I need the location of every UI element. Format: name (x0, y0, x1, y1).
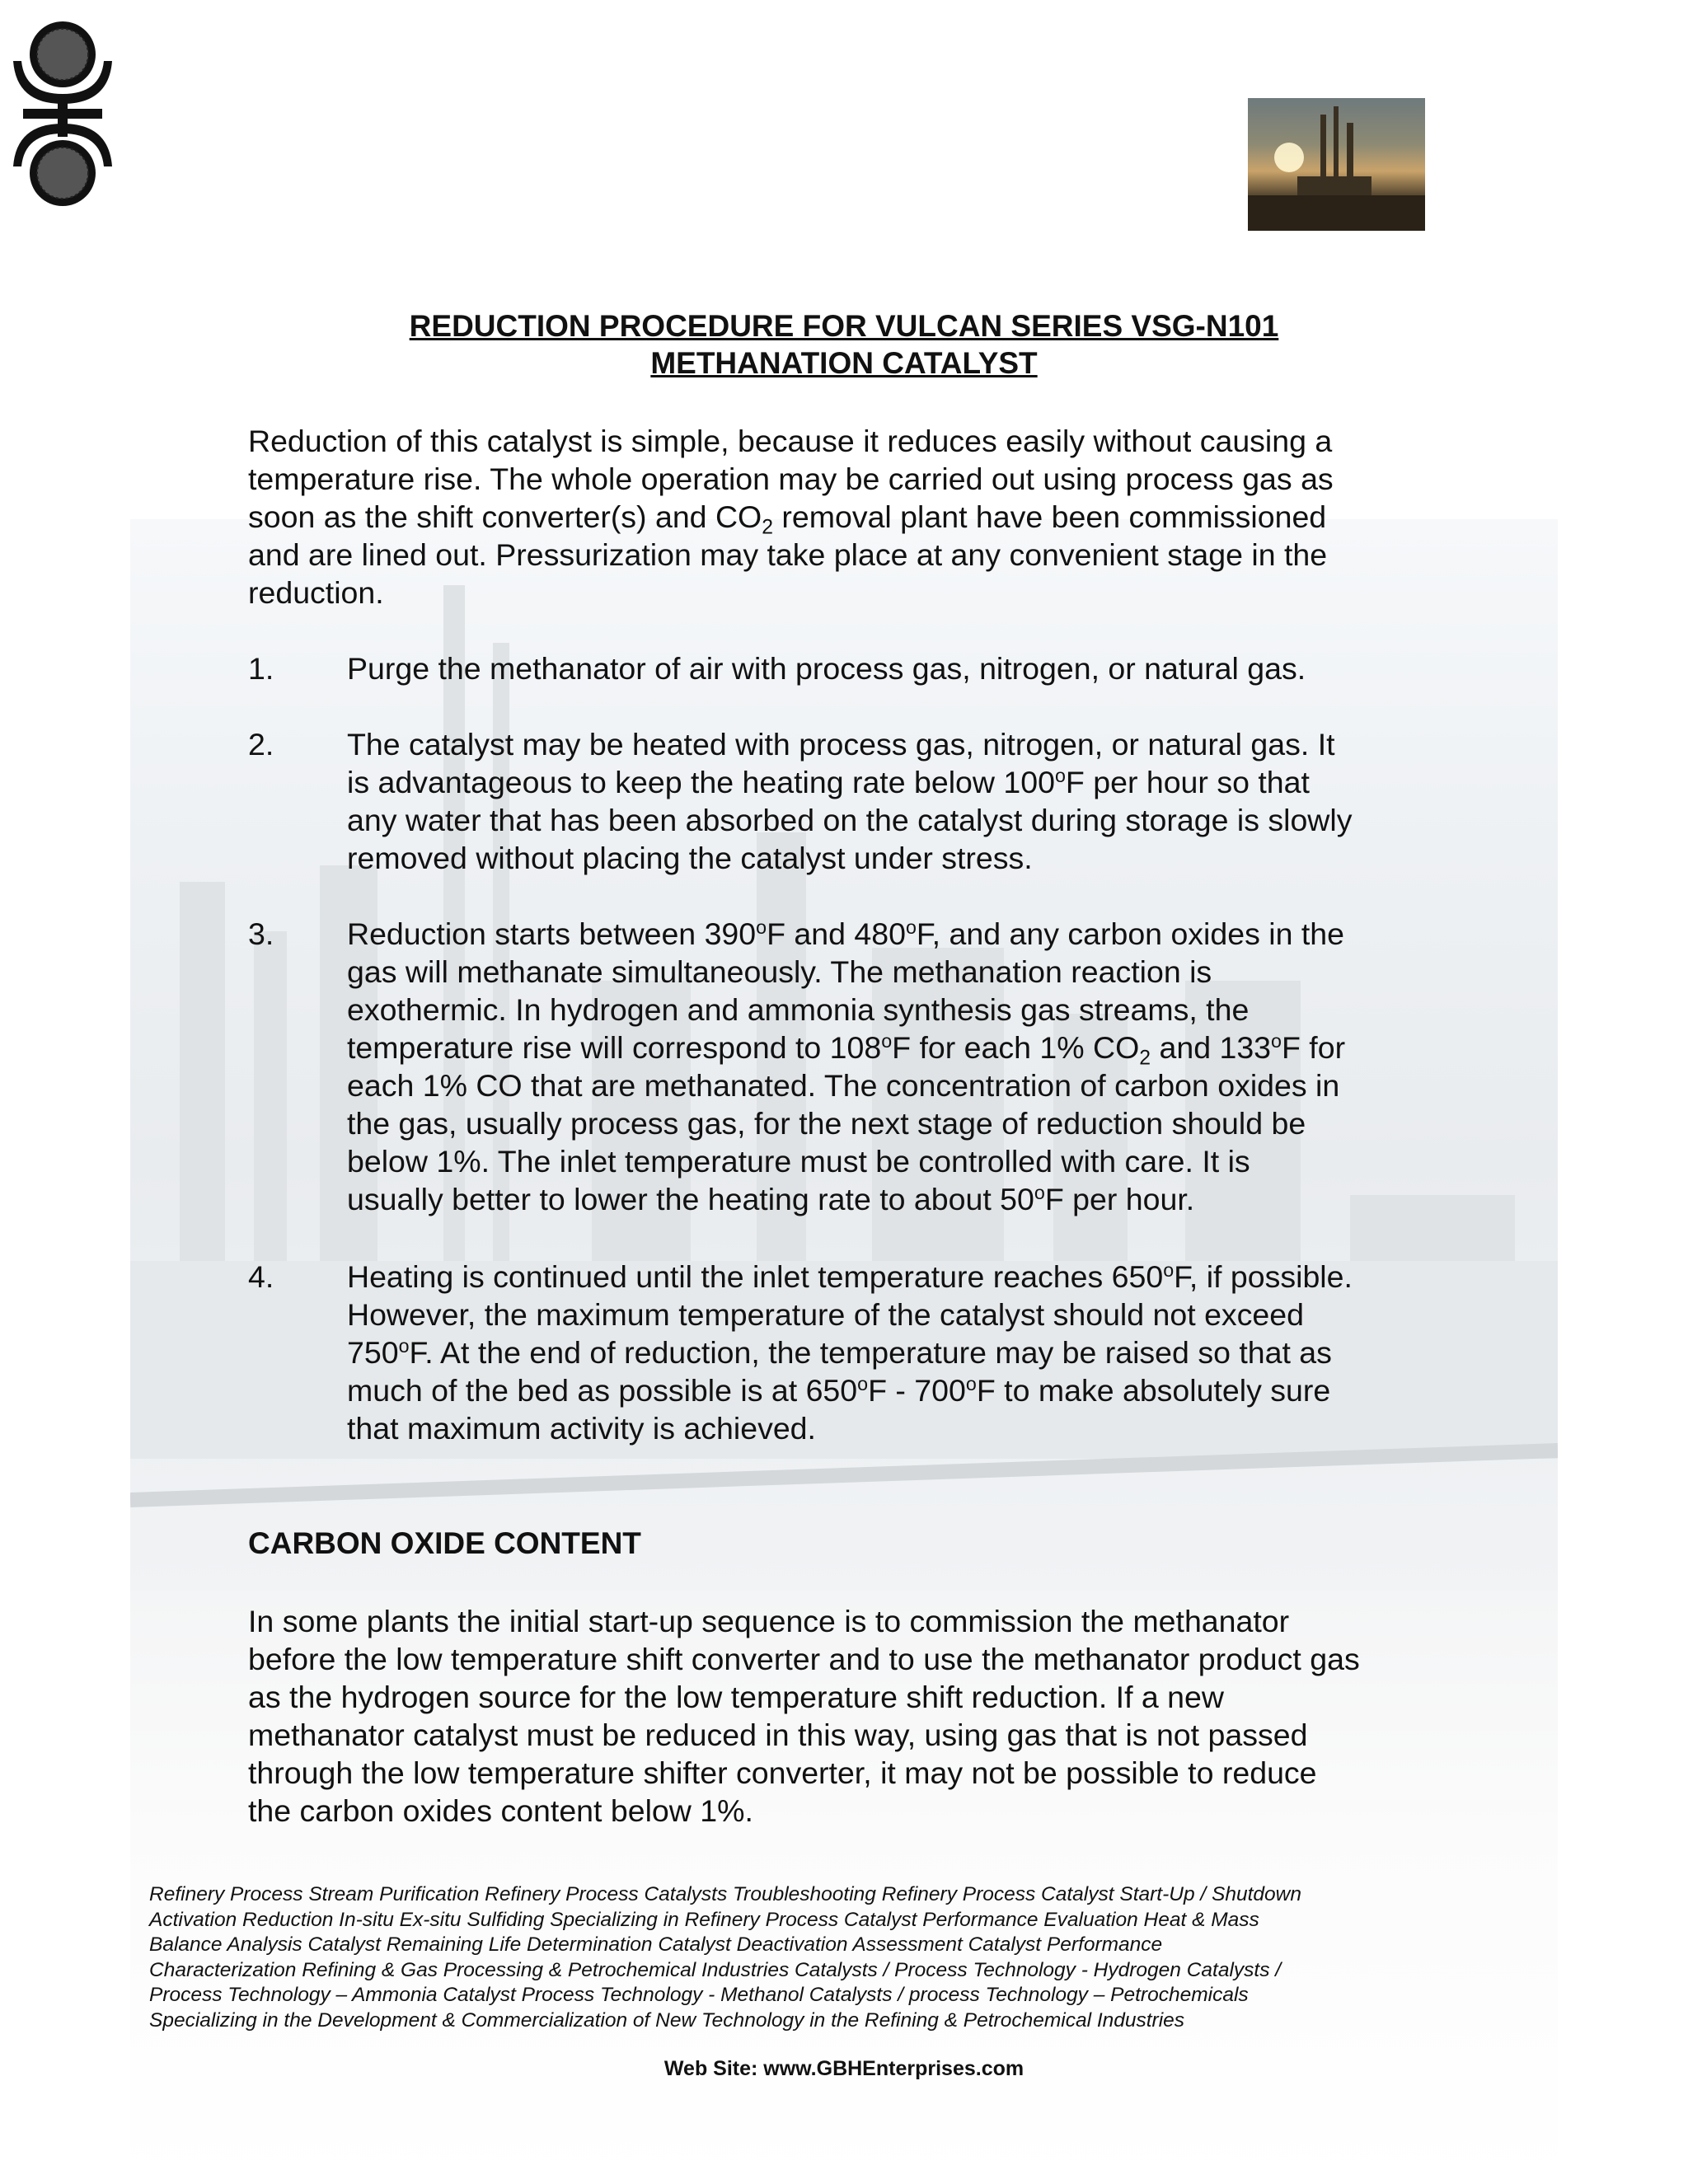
section-heading-carbon-oxide: CARBON OXIDE CONTENT (248, 1526, 641, 1560)
refinery-sunset-photo (1248, 98, 1425, 231)
step-2-number: 2. (248, 727, 274, 762)
footer-line: Characterization Refining & Gas Processing & Petrochemical Industries Catalysts / Process Technology - Hydrogen Catalysts / (149, 1959, 1282, 1981)
footer-line: Specializing in the Development & Commercialization of New Technology in the Refining & Petrochemical Industries (149, 2009, 1185, 2032)
step-3-text: Reduction starts between 390$^o$F and 480$^o$F, and any carbon oxides in the gas will methanate simultaneously. The methanation reaction is exothermic. In hydrogen and ammonia synthesis gas streams, the temperature rise will correspond to 108$^o$F for each 1% $CO_2$ and 133$^o$F for each 1% CO that are methanated. The concentration of carbon oxides in the gas, usually process gas, for the next stage of reduction should be below 1%. The inlet temperature must be controlled with care. It is usually better to lower the heating rate to about 50$^o$F per hour. (347, 916, 1346, 1216)
step-2-text: The catalyst may be heated with process gas, nitrogen, or natural gas. It is advantageous to keep the heating rate below 100$^o$F per hour so that any water that has been absorbed on the catalyst during storage is slowly removed without placing the catalyst under stress. (347, 727, 1353, 875)
photo-silhouette (1248, 98, 1425, 231)
step-3-number: 3. (248, 916, 274, 951)
intro-line: Reduction of this catalyst is simple, because it reduces easily without causing a (248, 424, 1333, 458)
intro-line: temperature rise. The whole operation may be carried out using process gas as (248, 462, 1334, 496)
footer-line: Balance Analysis Catalyst Remaining Life Determination Catalyst Deactivation Assessment Catalyst Performance (149, 1933, 1163, 1956)
intro-line: soon as the shift converter(s) and $CO_2$ removal plant have been commissioned (248, 499, 1327, 539)
website-link[interactable]: Web Site: www.GBHEnterprises.com (663, 2057, 1025, 2080)
company-logo (7, 12, 119, 216)
intro-paragraph (248, 422, 1451, 612)
step-4-number: 4. (248, 1259, 274, 1294)
intro-line: reduction. (248, 575, 384, 610)
document-title-line-2: METHANATION CATALYST (650, 346, 1038, 380)
footer-line: Activation Reduction In-situ Ex-situ Sulfiding Specializing in Refinery Process Catalyst Performance Evaluation Heat & Mass (149, 1909, 1259, 1931)
step-1-number: 1. (248, 651, 274, 686)
step-4-text: Heating is continued until the inlet temperature reaches 650$^o$F, if possible. However, the maximum temperature of the catalyst should not exceed 750$^o$F. At the end of reduction, the temperature may be raised so that as much of the bed as possible is at 650$^o$F - 700$^o$F to make absolutely sure that maximum activity is achieved. (347, 1259, 1353, 1446)
document-title-line-1: REDUCTION PROCEDURE FOR VULCAN SERIES VSG-N101 (409, 309, 1279, 343)
step-1-text: Purge the methanator of air with process gas, nitrogen, or natural gas. (347, 651, 1306, 686)
footer-line: Process Technology – Ammonia Catalyst Process Technology - Methanol Catalysts / process Technology – Petrochemicals (149, 1984, 1249, 2006)
carbon-oxide-paragraph: In some plants the initial start-up sequence is to commission the methanator before the low temperature shift converter and to use the methanator product gas as the hydrogen source for the low temperature shift reduction. If a new methanator catalyst must be reduced in this way, using gas that is not passed through the low temperature shifter converter, it may not be possible to reduce the carbon oxides content below 1%. (248, 1604, 1360, 1828)
footer-line: Refinery Process Stream Purification Refinery Process Catalysts Troubleshooting Refinery Process Catalyst Start-Up / Shutdown (149, 1883, 1301, 1905)
intro-line: and are lined out. Pressurization may take place at any convenient stage in the (248, 537, 1328, 572)
